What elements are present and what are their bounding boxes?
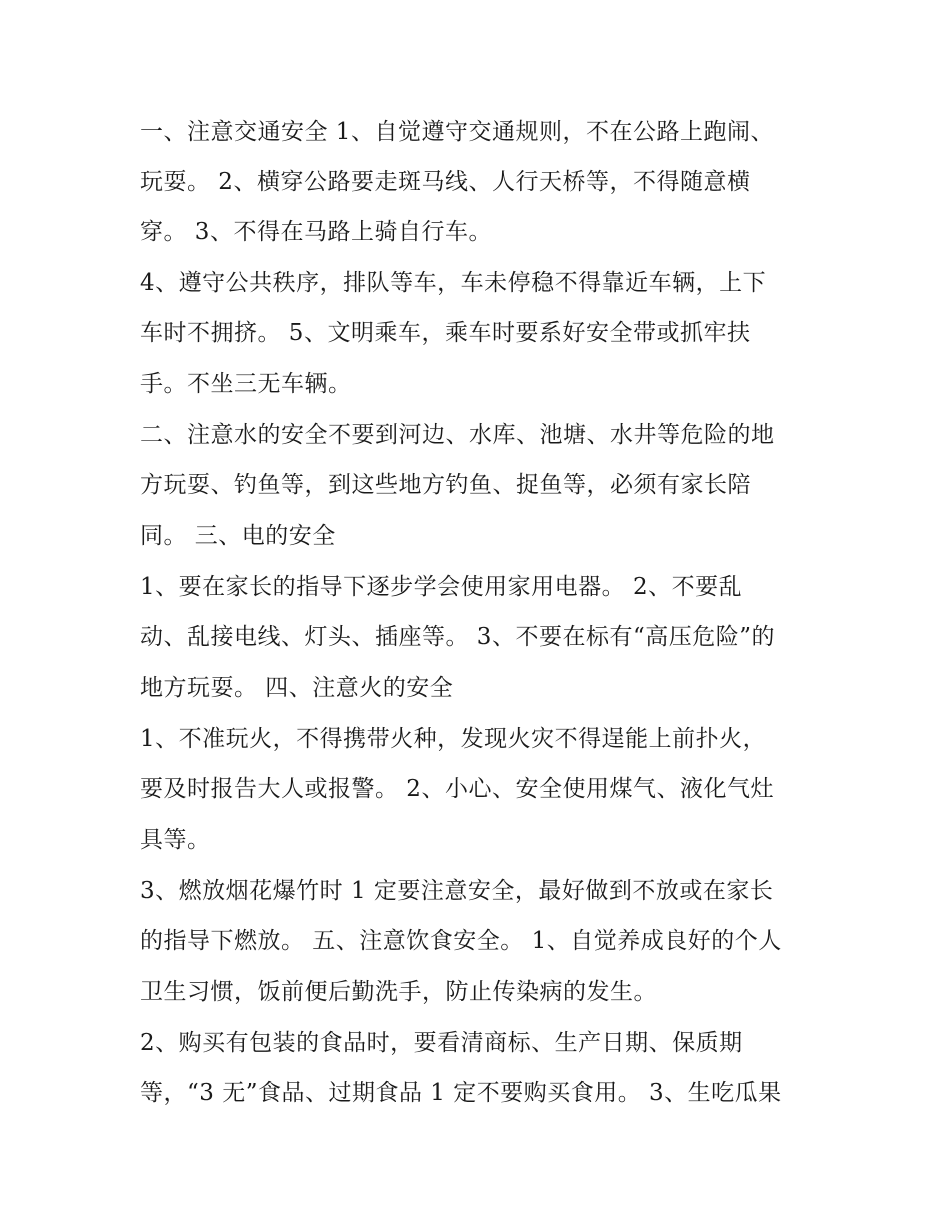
paragraph-line: 方玩耍、钓鱼等，到这些地方钓鱼、捉鱼等，必须有家长陪 (140, 472, 751, 498)
paragraph-line: 3、燃放烟花爆竹时 1 定要注意安全，最好做到不放或在家长 (140, 878, 774, 904)
paragraph-line: 等，“3 无”食品、过期食品 1 定不要购买食用。 3、生吃瓜果 (140, 1080, 782, 1106)
paragraph-line: 2、购买有包装的食品时，要看清商标、生产日期、保质期 (140, 1030, 743, 1056)
paragraph-line: 二、注意水的安全不要到河边、水库、池塘、水井等危险的地 (140, 422, 775, 448)
paragraph-line: 手。不坐三无车辆。 (140, 371, 352, 397)
paragraph-line: 要及时报告大人或报警。 2、小心、安全使用煤气、液化气灶 (140, 776, 774, 802)
paragraph-line: 同。 三、电的安全 (140, 523, 336, 549)
paragraph-line: 地方玩耍。 四、注意火的安全 (140, 675, 454, 701)
paragraph-line: 的指导下燃放。 五、注意饮食安全。 1、自觉养成良好的个人 (140, 928, 782, 954)
paragraph-line: 车时不拥挤。 5、文明乘车，乘车时要系好安全带或抓牢扶 (140, 320, 751, 346)
paragraph-line: 一、注意交通安全 1、自觉遵守交通规则，不在公路上跑闹、 (140, 119, 774, 145)
paragraph-line: 穿。 3、不得在马路上骑自行车。 (140, 219, 492, 245)
paragraph-line: 具等。 (140, 827, 211, 853)
paragraph-line: 动、乱接电线、灯头、插座等。 3、不要在标有“高压危险”的 (140, 624, 775, 650)
paragraph-line: 1、不准玩火，不得携带火种，发现火灾不得逞能上前扑火， (140, 726, 767, 752)
paragraph-line: 卫生习惯，饭前便后勤洗手，防止传染病的发生。 (140, 979, 657, 1005)
paragraph-line: 1、要在家长的指导下逐步学会使用家用电器。 2、不要乱 (140, 574, 743, 600)
paragraph-line: 玩耍。 2、横穿公路要走斑马线、人行天桥等，不得随意横 (140, 169, 751, 195)
paragraph-line: 4、遵守公共秩序，排队等车，车未停稳不得靠近车辆，上下 (140, 270, 767, 296)
